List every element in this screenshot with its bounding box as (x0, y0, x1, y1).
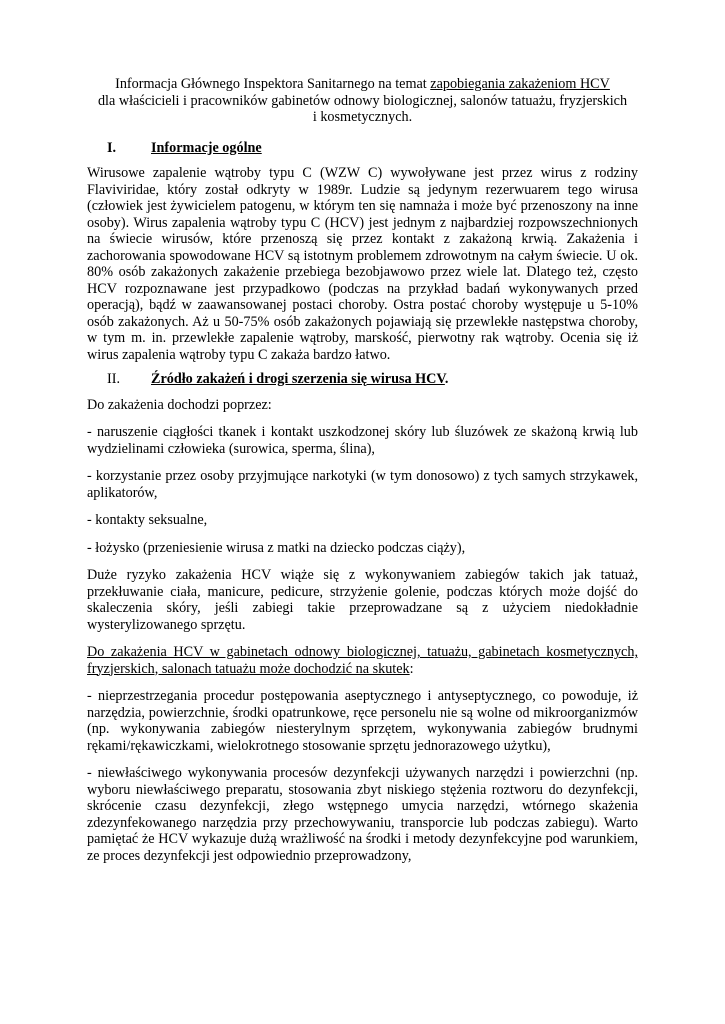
section-1-paragraph: Wirusowe zapalenie wątroby typu C (WZW C) wywoływane jest przez wirus z rodziny Flaviviridae, który został odkryty w 1989r. Ludzie są jedynym rezerwuarem tego wirusa (człowiek jest żywicielem patogenu, w którym ten się namnaża i może być przenoszony na inne osoby). Wirus zapalenia wątroby typu C (HCV) jest jednym z najbardziej rozpowszechnionych na świecie wirusów, które przenoszą się przez kontakt z zakażoną krwią. Zakażenia i zachorowania spowodowane HCV są istotnym problemem zdrowotnym na całym świecie. U ok. 80% osób zakażonych zakażenie przebiega bezobjawowo przez wiele lat. Dlatego też, często HCV rozpoznawane jest przypadkowo (podczas na przykład badań wykonywanych przed operacją), bądź w zaawansowanej postaci choroby. Ostra postać choroby występuje u 5-10% osób zakażonych. Aż u 50-75% osób zakażonych pojawiają się przewlekłe następstwa choroby, w tym m. in. przewlekłe zapalenie wątroby, marskość, pierwotny rak wątroby. Ocenia się iż wirus zapalenia wątroby typu C zakaża bardzo łatwo. (87, 165, 638, 363)
salon-intro-suffix: : (409, 660, 414, 677)
infection-cause: - niewłaściwego wykonywania procesów dezynfekcji używanych narzędzi i powierzchni (np. wyboru niewłaściwego preparatu, stosowania zbyt niskiego stężenia roztworu do dezynfekcji, skrócenie czasu dezynfekcji, złego wstępnego umycia narzędzi, wtórnego skażenia zdezynfekowanego narzędzia przy przechowywaniu, transporcie lub podczas zabiegu). Warto pamiętać że HCV wykazuje dużą wrażliwość na środki i metody dezynfekcyjne pod warunkiem, ze proces dezynfekcji jest odpowiednio przeprowadzony, (87, 765, 638, 864)
transmission-route: - korzystanie przez osoby przyjmujące narkotyki (w tym donosowo) z tych samych strzykawek, aplikatorów, (87, 468, 638, 501)
infection-cause: - nieprzestrzegania procedur postępowania aseptycznego i antyseptycznego, co powoduje, iż narzędzia, powierzchnie, środki opatrunkowe, ręce personelu nie są wolne od mikroorganizmów (np. wykonywania zabiegów niesterylnym sprzętem, wykonywania zabiegów brudnymi rękami/rękawiczkami, wielokrotnego stosowanie sprzętu jednorazowego użytku), (87, 688, 638, 754)
section-2-title: Źródło zakażeń i drogi szerzenia się wirusa HCV (151, 371, 445, 387)
transmission-route: - łożysko (przeniesienie wirusa z matki na dziecko podczas ciąży), (87, 539, 466, 556)
transmission-intro: Do zakażenia dochodzi poprzez: (87, 396, 272, 413)
salon-intro (87, 644, 638, 677)
transmission-route: - naruszenie ciągłości tkanek i kontakt uszkodzonej skóry lub śluzówek ze skażoną krwią lub wydzielinami człowieka (surowica, sperma, ślina), (87, 424, 638, 457)
section-1-title: Informacje ogólne (151, 139, 262, 156)
risk-paragraph: Duże ryzyko zakażenia HCV wiąże się z wykonywaniem zabiegów takich jak tatuaż, przekłuwanie ciała, manicure, pedicure, strzyżenie golenie, podczas których może dojść do skaleczenia skóry, jeśli zabiegi takie przeprowadzane są z użyciem niedokładnie wysterylizowanego sprzętu. (87, 567, 638, 633)
section-1-heading (87, 140, 638, 157)
document-title (87, 76, 638, 126)
title-underlined-phrase: zapobiegania zakażeniom HCV (430, 76, 610, 92)
section-2-title-suffix: . (444, 371, 449, 387)
section-2-number: II. (107, 371, 120, 387)
transmission-route: - kontakty seksualne, (87, 512, 208, 528)
section-2-heading (87, 371, 638, 388)
title-line-1: Informacja Głównego Inspektora Sanitarnego na temat zapobiegania zakażeniom HCV (115, 76, 610, 92)
salon-intro-underlined: Do zakażenia HCV w gabinetach odnowy biologicznej, tatuażu, gabinetach kosmetycznych, fryzjerskich, salonach tatuażu może dochodzić na skutek (87, 644, 638, 677)
section-1-number: I. (107, 139, 117, 156)
title-line-2: dla właścicieli i pracowników gabinetów odnowy biologicznej, salonów tatuażu, fryzjerskich (97, 92, 628, 109)
title-line-3: i kosmetycznych. (312, 109, 413, 125)
